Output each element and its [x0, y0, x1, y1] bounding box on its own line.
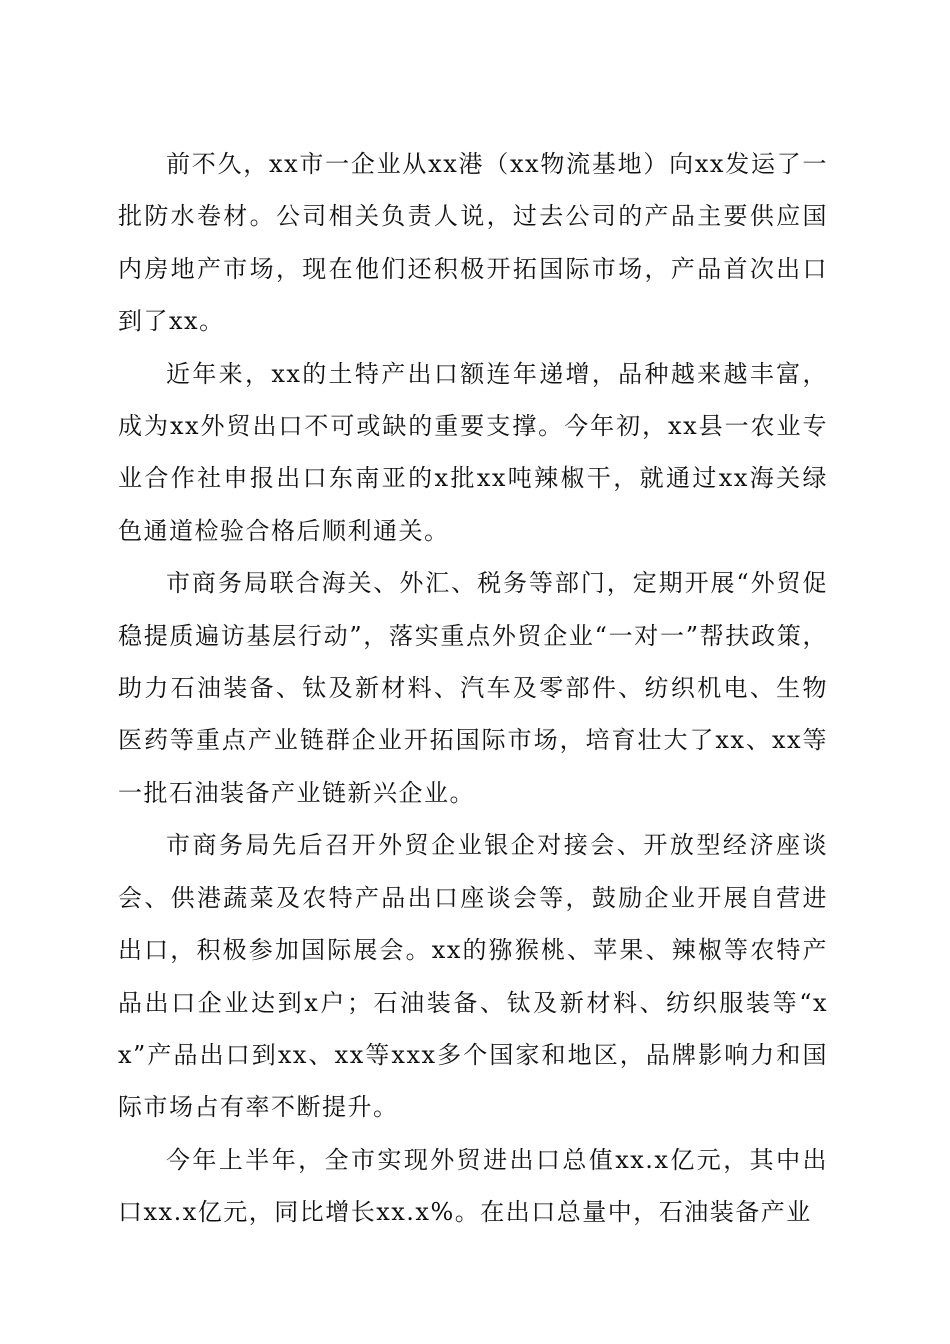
paragraph-3: 市商务局联合海关、外汇、税务等部门，定期开展“外贸促稳提质遍访基层行动”，落实重点外贸企业“一对一”帮扶政策，助力石油装备、钛及新材料、汽车及零部件、纺织机电、生物医药等重点产业链群企业开拓国际市场，培育壮大了xx、xx等一批石油装备产业链新兴企业。 — [118, 569, 828, 807]
paragraph-2: 近年来，xx的土特产出口额连年递增，品种越来越丰富，成为xx外贸出口不可或缺的重要支撑。今年初，xx县一农业专业合作社申报出口东南亚的x批xx吨辣椒干，就通过xx海关绿色通道检验合格后顺利通关。 — [118, 359, 828, 545]
paragraph-5: 今年上半年，全市实现外贸进出口总值xx.x亿元，其中出口xx.x亿元，同比增长xx.x%。在出口总量中，石油装备产业 — [118, 1145, 828, 1227]
document-page — [118, 138, 828, 1239]
paragraph-1: 前不久，xx市一企业从xx港（xx物流基地）向xx发运了一批防水卷材。公司相关负责人说，过去公司的产品主要供应国内房地产市场，现在他们还积极开拓国际市场，产品首次出口到了xx。 — [118, 150, 828, 336]
paragraph-4: 市商务局先后召开外贸企业银企对接会、开放型经济座谈会、供港蔬菜及农特产品出口座谈会等，鼓励企业开展自营进出口，积极参加国际展会。xx的猕猴桃、苹果、辣椒等农特产品出口企业达到x户；石油装备、钛及新材料、纺织服装等“xx”产品出口到xx、xx等xxx多个国家和地区，品牌影响力和国际市场占有率不断提升。 — [118, 831, 828, 1122]
